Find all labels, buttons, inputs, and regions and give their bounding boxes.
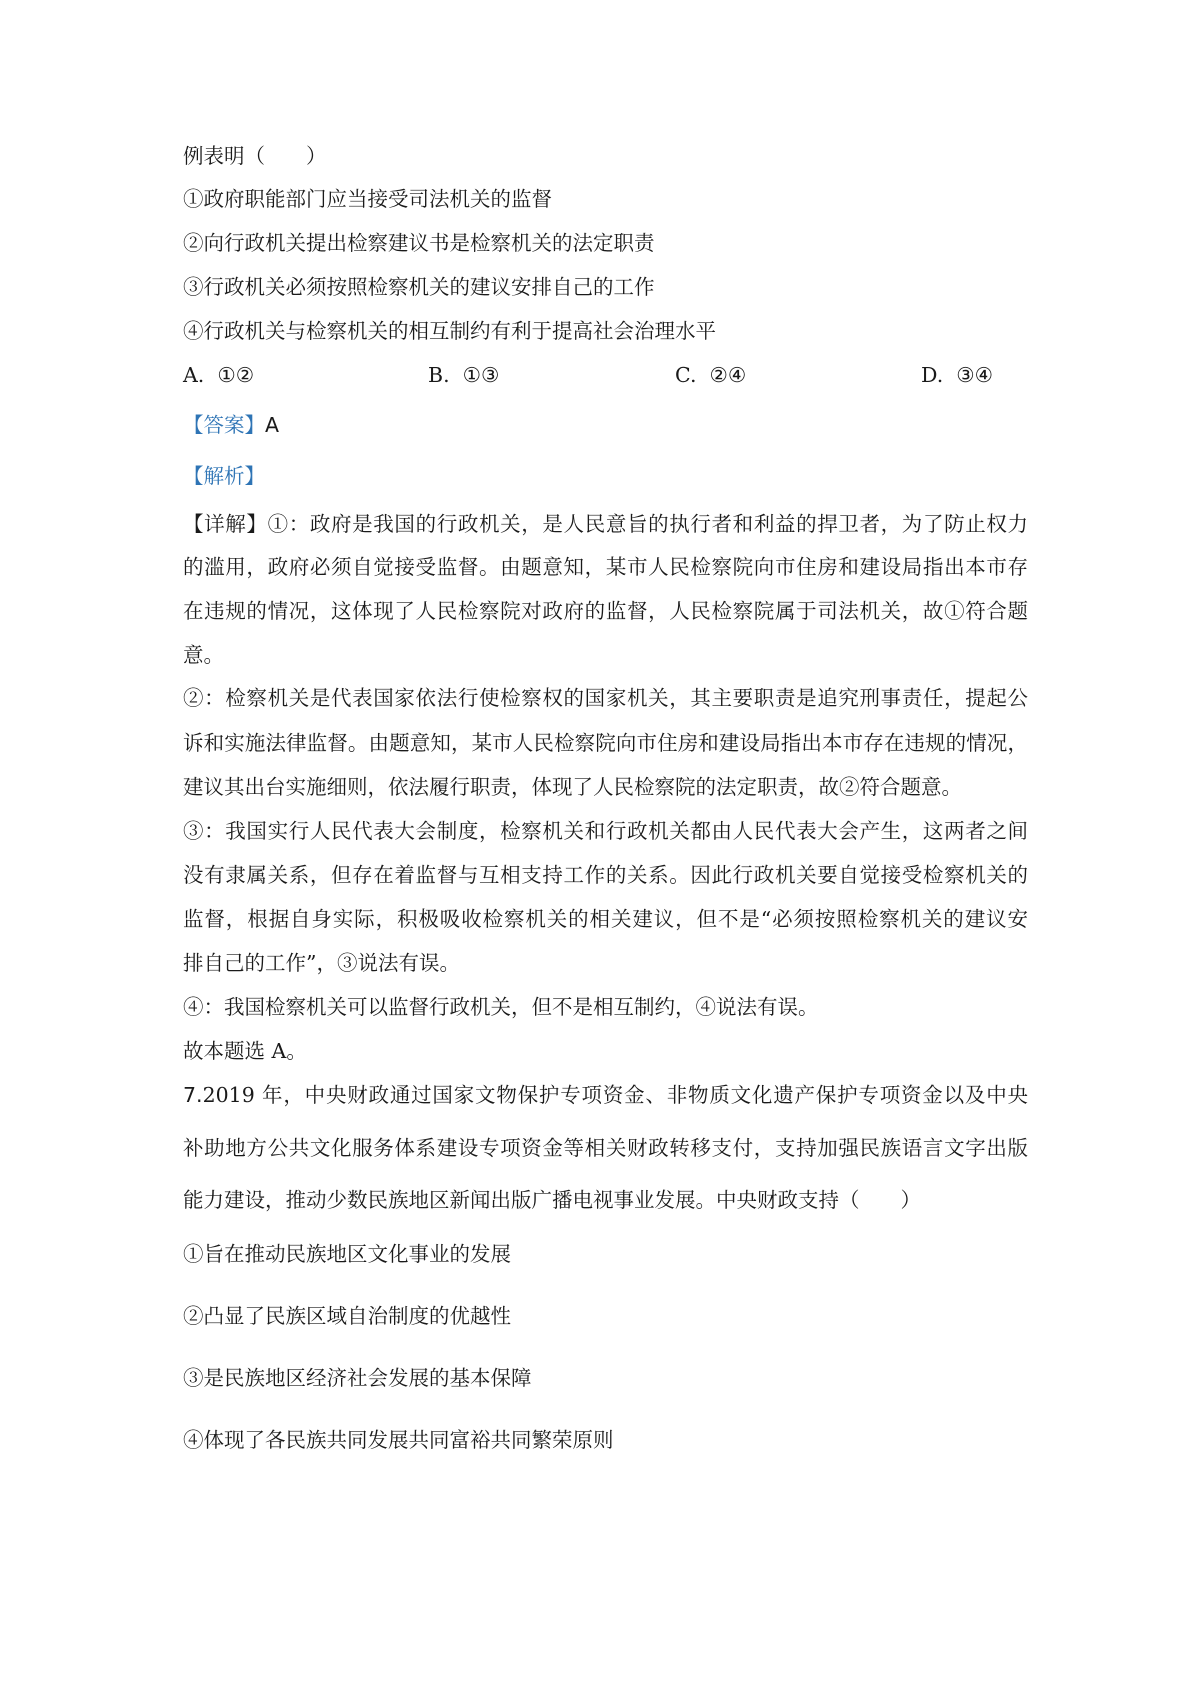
explanation-text: ①：政府是我国的行政机关，是人民意旨的执行者和利益的捍卫者，为了防止权力 [267,512,1029,536]
q7-stem-text: 2019 年，中央财政通过国家文物保护专项资金、非物质文化遗产保护专项资金以及中央 [202,1083,1028,1107]
explanation-line-12: ④：我国检察机关可以监督行政机关，但不是相互制约，④说法有误。 [183,995,819,1019]
explanation-line-11: 排自己的工作”，③说法有误。 [183,951,460,975]
detail-label: 【详解】 [183,512,268,536]
option-letter: A. [183,363,205,387]
analysis-label: 【解析】 [183,464,265,488]
q7-stem-line-1 [183,1081,1028,1109]
explanation-line-8: ③：我国实行人民代表大会制度，检察机关和行政机关都由人民代表大会产生，这两者之间 [183,819,1028,843]
q7-stem-line-3: 能力建设，推动少数民族地区新闻出版广播电视事业发展。中央财政支持（ ） [183,1188,921,1212]
answer-line [183,411,279,439]
explanation-line-4: 意。 [183,643,224,667]
explanation-line-2: 的滥用，政府必须自觉接受监督。由题意知，某市人民检察院向市住房和建设局指出本市存 [183,555,1028,579]
q6-statement-3: ③行政机关必须按照检察机关的建议安排自己的工作 [183,275,655,299]
explanation-line-6: 诉和实施法律监督。由题意知，某市人民检察院向市住房和建设局指出本市存在违规的情况， [183,731,1028,755]
answer-value: A [265,413,280,437]
q6-option-d [921,361,993,389]
q6-statement-4: ④行政机关与检察机关的相互制约有利于提高社会治理水平 [183,319,716,343]
q7-statement-4: ④体现了各民族共同发展共同富裕共同繁荣原则 [183,1428,614,1452]
explanation-line-9: 没有隶属关系，但存在着监督与互相支持工作的关系。因此行政机关要自觉接受检察机关的 [183,863,1028,887]
q6-option-a [183,361,254,389]
q6-option-c [675,361,746,389]
option-text: ②④ [709,363,747,387]
explanation-line-3: 在违规的情况，这体现了人民检察院对政府的监督，人民检察院属于司法机关，故①符合题 [183,599,1028,623]
option-letter: C. [675,363,697,387]
option-text: ①③ [462,363,500,387]
explanation-line-7: 建议其出台实施细则，依法履行职责，体现了人民检察院的法定职责，故②符合题意。 [183,775,962,799]
q6-statement-1: ①政府职能部门应当接受司法机关的监督 [183,187,552,211]
explanation-line-5: ②：检察机关是代表国家依法行使检察权的国家机关，其主要职责是追究刑事责任，提起公 [183,686,1028,710]
q7-statement-3: ③是民族地区经济社会发展的基本保障 [183,1366,532,1390]
q7-statement-1: ①旨在推动民族地区文化事业的发展 [183,1242,511,1266]
option-letter: D. [921,363,944,387]
explanation-line-13: 故本题选 A。 [183,1039,307,1063]
explanation-line-10: 监督，根据自身实际，积极吸收检察机关的相关建议，但不是“必须按照检察机关的建议安 [183,907,1028,931]
q6-statement-2: ②向行政机关提出检察建议书是检察机关的法定职责 [183,231,655,255]
q7-number: 7. [183,1083,203,1107]
explanation-line-1 [183,510,1028,538]
q6-stem-end: 例表明（ ） [183,144,327,168]
answer-label: 【答案】 [183,413,265,437]
q6-option-b [428,361,499,389]
option-text: ①② [217,363,255,387]
q7-stem-line-2: 补助地方公共文化服务体系建设专项资金等相关财政转移支付，支持加强民族语言文字出版 [183,1136,1028,1160]
q7-statement-2: ②凸显了民族区域自治制度的优越性 [183,1304,511,1328]
option-letter: B. [428,363,450,387]
option-text: ③④ [956,363,994,387]
